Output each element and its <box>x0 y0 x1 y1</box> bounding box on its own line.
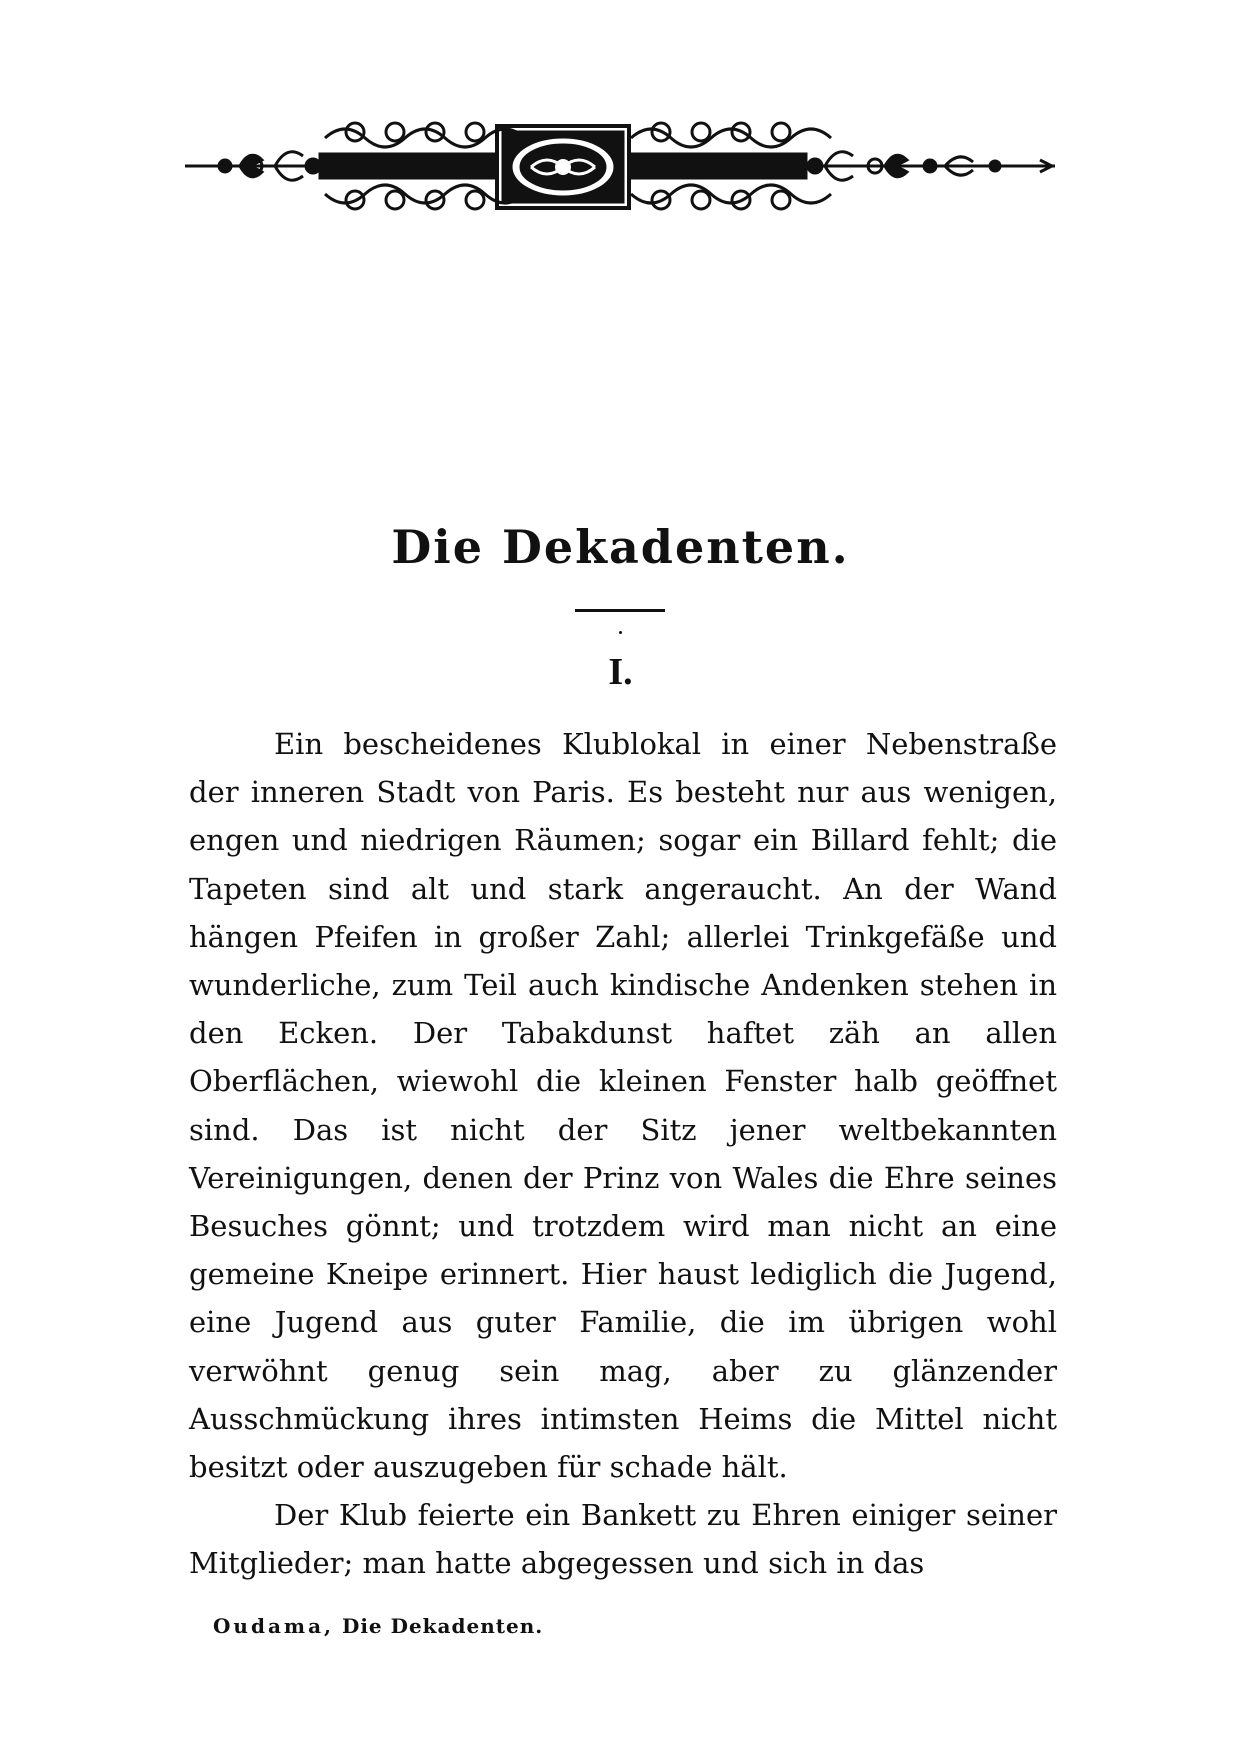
page-title: Die Dekadenten. <box>391 520 850 574</box>
paragraph: Ein bescheidenes Klublokal in einer Nebenstraße der inneren Stadt von Paris. Es besteht nur aus wenigen, engen und niedrigen Räumen; sogar ein Billard fehlt; die Tapeten sind alt und stark angeraucht. An der Wand hängen Pfeifen in großer Zahl; allerlei Trinkgefäße und wunderliche, zum Teil auch kindische Andenken stehen in den Ecken. Der Tabakdunst haftet zäh an allen Oberflächen, wiewohl die kleinen Fenster halb geöffnet sind. Das ist nicht der Sitz jener weltbekannten Vereinigungen, denen der Prinz von Wales die Ehre seines Besuches gönnt; und trotzdem wird man nicht an eine gemeine Kneipe erinnert. Hier haust lediglich die Jugend, eine Jugend aus guter Familie, die im übrigen wohl verwöhnt genug sein mag, aber zu glänzender Ausschmückung ihres intimsten Heims die Mittel nicht besitzt oder auszugeben für schade hält. <box>189 727 1057 1485</box>
running-footer <box>213 1614 543 1638</box>
ornament-header <box>185 118 1055 248</box>
chapter-number: I. <box>608 651 633 693</box>
body-text <box>189 720 1057 1588</box>
footer-author: Oudama, <box>213 1614 334 1638</box>
paragraph: Der Klub feierte ein Bankett zu Ehren einiger seiner Mitglieder; man hatte abgegessen und sich in das <box>189 1498 1057 1581</box>
title-divider <box>575 609 665 612</box>
divider-dot <box>619 631 622 634</box>
footer-title: Die Dekadenten. <box>341 1614 544 1638</box>
